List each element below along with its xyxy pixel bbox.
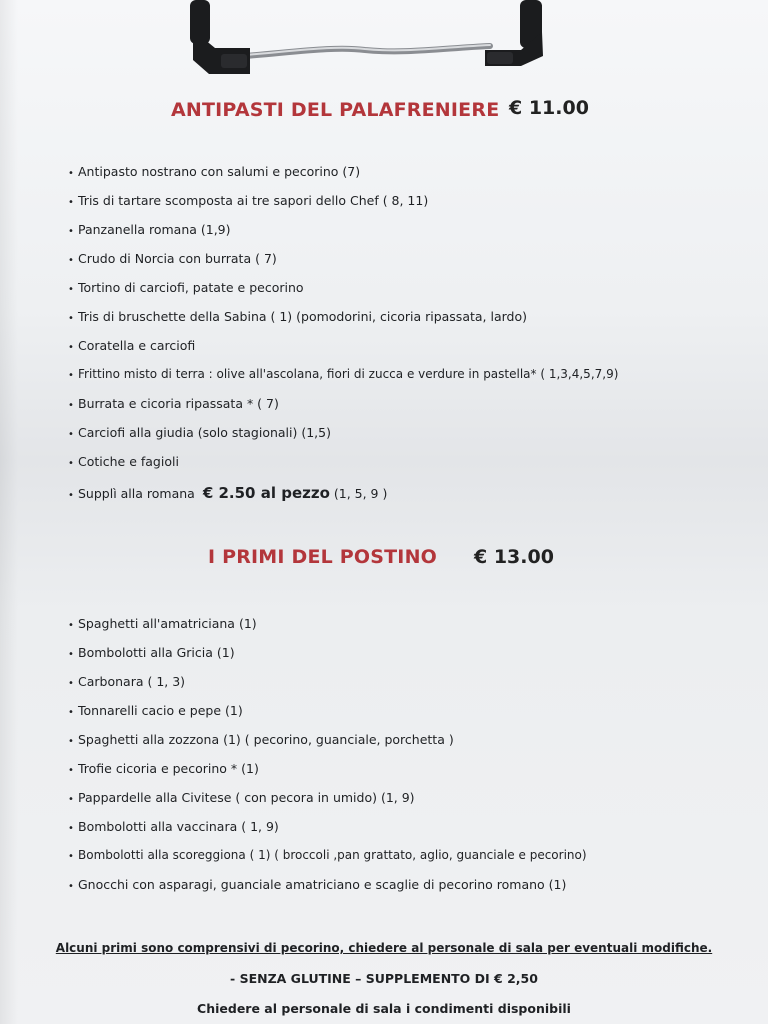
suppli-price: € 2.50 al pezzo (202, 484, 330, 502)
list-item: • Cotiche e fagioli (68, 454, 179, 469)
gluten-free-note: - SENZA GLUTINE – SUPPLEMENTO DI € 2,50 (230, 971, 538, 986)
list-item: • Frittino misto di terra : olive all'ascolana, fiori di zucca e verdure in pastella* ( 1,3,4,5,7,9) (68, 367, 619, 381)
list-item: • Tris di tartare scomposta ai tre sapori dello Chef ( 8, 11) (68, 193, 429, 208)
primi-list (68, 609, 587, 899)
antipasti-price: € 11.00 (509, 97, 589, 119)
list-item: • Panzanella romana (1,9) (68, 222, 231, 237)
list-item: • Carciofi alla giudia (solo stagionali) (1,5) (68, 425, 331, 440)
list-item: • Bombolotti alla vaccinara ( 1, 9) (68, 819, 279, 834)
primi-title: I PRIMI DEL POSTINO (208, 546, 438, 568)
list-item: • Pappardelle alla Civitese ( con pecora in umido) (1, 9) (68, 790, 415, 805)
list-item: • Tortino di carciofi, patate e pecorino (68, 280, 304, 295)
primi-price: € 13.00 (474, 546, 554, 568)
list-item: • Tris di bruschette della Sabina ( 1) (pomodorini, cicoria ripassata, lardo) (68, 309, 527, 324)
list-item: • Coratella e carciofi (68, 338, 196, 353)
suppli-label: Supplì alla romana (78, 486, 195, 501)
antipasti-title: ANTIPASTI DEL PALAFRENIERE (171, 99, 500, 121)
suppli-item: • Supplì alla romana € 2.50 al pezzo (1, 5, 9 ) (68, 484, 388, 502)
list-item: • Carbonara ( 1, 3) (68, 674, 186, 689)
list-item: • Antipasto nostrano con salumi e pecorino (7) (68, 164, 361, 179)
condiments-note: Chiedere al personale di sala i condimenti disponibili (197, 1001, 571, 1016)
list-item: • Bombolotti alla Gricia (1) (68, 645, 235, 660)
list-item: • Trofie cicoria e pecorino * (1) (68, 761, 259, 776)
list-item: • Bombolotti alla scoreggiona ( 1) ( broccoli ,pan grattato, aglio, guanciale e pecorino) (68, 848, 587, 862)
pecorino-note: Alcuni primi sono comprensivi di pecorino, chiedere al personale di sala per eventuali modifiche. (55, 941, 713, 955)
list-item: • Gnocchi con asparagi, guanciale amatriciano e scaglie di pecorino romano (1) (68, 877, 567, 892)
clipboard-clip (185, 0, 550, 80)
list-item: • Spaghetti all'amatriciana (1) (68, 616, 257, 631)
suppli-allergens: (1, 5, 9 ) (333, 486, 388, 501)
antipasti-list (68, 157, 618, 510)
list-item: • Tonnarelli cacio e pepe (1) (68, 703, 243, 718)
list-item: • Crudo di Norcia con burrata ( 7) (68, 251, 277, 266)
list-item: • Spaghetti alla zozzona (1) ( pecorino, guanciale, porchetta ) (68, 732, 454, 747)
list-item: • Burrata e cicoria ripassata * ( 7) (68, 396, 279, 411)
